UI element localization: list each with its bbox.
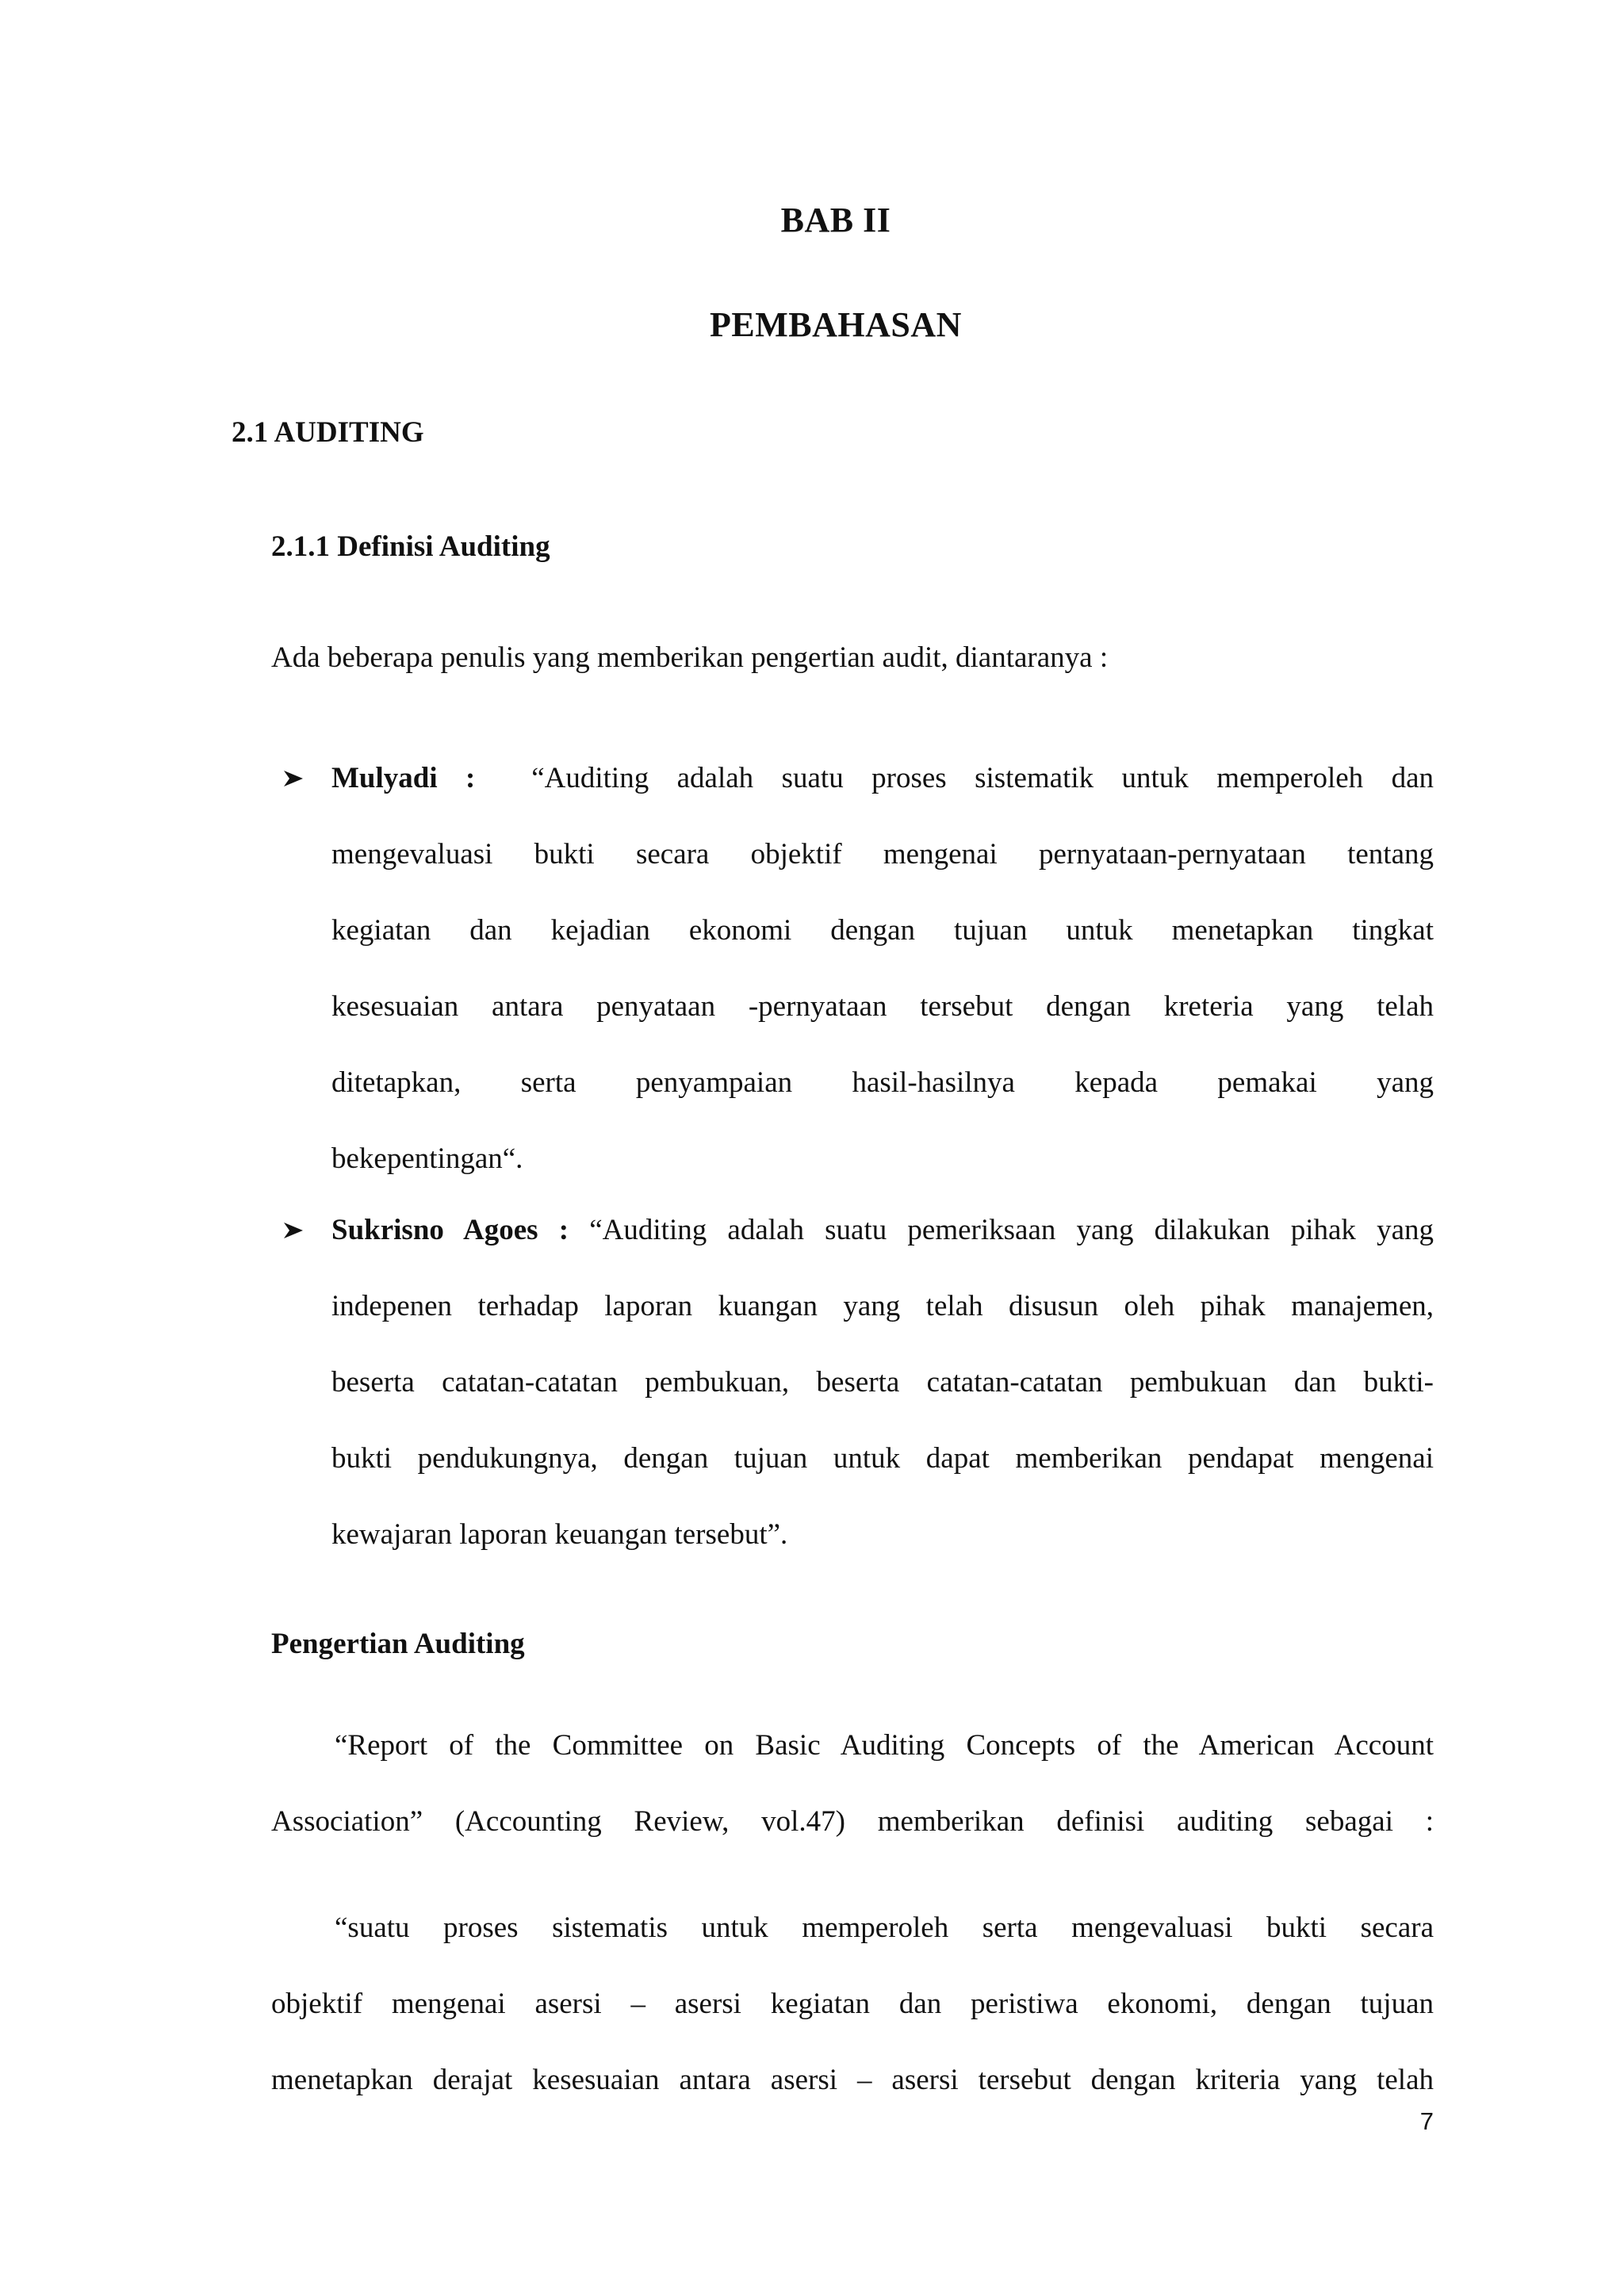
section-heading: 2.1 AUDITING [232,416,424,449]
paragraph-line: “suatu proses sistematis untuk memperoleh serta mengevaluasi bukti secara [335,1911,1434,1944]
definition-line: ditetapkan, serta penyampaian hasil-hasilnya kepada pemakai yang [331,1066,1434,1099]
definition-line: bekepentingan“. [331,1142,523,1175]
definition-line: indepenen terhadap laporan kuangan yang telah disusun oleh pihak manajemen, [331,1290,1434,1322]
paragraph-line: objektif mengenai asersi – asersi kegiatan dan peristiwa ekonomi, dengan tujuan [271,1988,1434,2020]
chapter-number: BAB II [780,201,891,239]
arrow-bullet-icon [281,761,308,796]
definition-line [331,761,1434,796]
intro-paragraph: Ada beberapa penulis yang memberikan pengertian audit, diantaranya : [271,641,1109,674]
subsection-heading: 2.1.1 Definisi Auditing [271,530,550,563]
chapter-title: PEMBAHASAN [710,305,962,344]
definition-text: “Auditing adalah suatu pemeriksaan yang dilakukan pihak yang [589,1214,1434,1246]
definition-line: mengevaluasi bukti secara objektif mengenai pernyataan-pernyataan tentang [331,838,1434,871]
pengertian-heading: Pengertian Auditing [271,1628,525,1660]
paragraph-line: menetapkan derajat kesesuaian antara asersi – asersi tersebut dengan kriteria yang telah [271,2064,1434,2096]
definition-line: bukti pendukungnya, dengan tujuan untuk dapat memberikan pendapat mengenai [331,1442,1434,1475]
definition-line: kewajaran laporan keuangan tersebut”. [331,1518,788,1551]
definition-line: kegiatan dan kejadian ekonomi dengan tujuan untuk menetapkan tingkat [331,914,1434,947]
definition-line: beserta catatan-catatan pembukuan, beserta catatan-catatan pembukuan dan bukti- [331,1366,1434,1399]
paragraph-line: “Report of the Committee on Basic Auditing Concepts of the American Account [335,1729,1434,1762]
definition-line [331,1213,1434,1248]
arrow-bullet-icon [281,1213,308,1248]
definition-line: kesesuaian antara penyataan -pernyataan tersebut dengan kreteria yang telah [331,990,1434,1023]
definition-author: Sukrisno Agoes : [331,1214,569,1246]
paragraph-line: Association” (Accounting Review, vol.47) memberikan definisi auditing sebagai : [271,1805,1434,1838]
page-number: 7 [1419,2107,1434,2135]
definition-author: Mulyadi : [331,762,476,794]
definition-text: “Auditing adalah suatu proses sistematik untuk memperoleh dan [531,762,1434,794]
